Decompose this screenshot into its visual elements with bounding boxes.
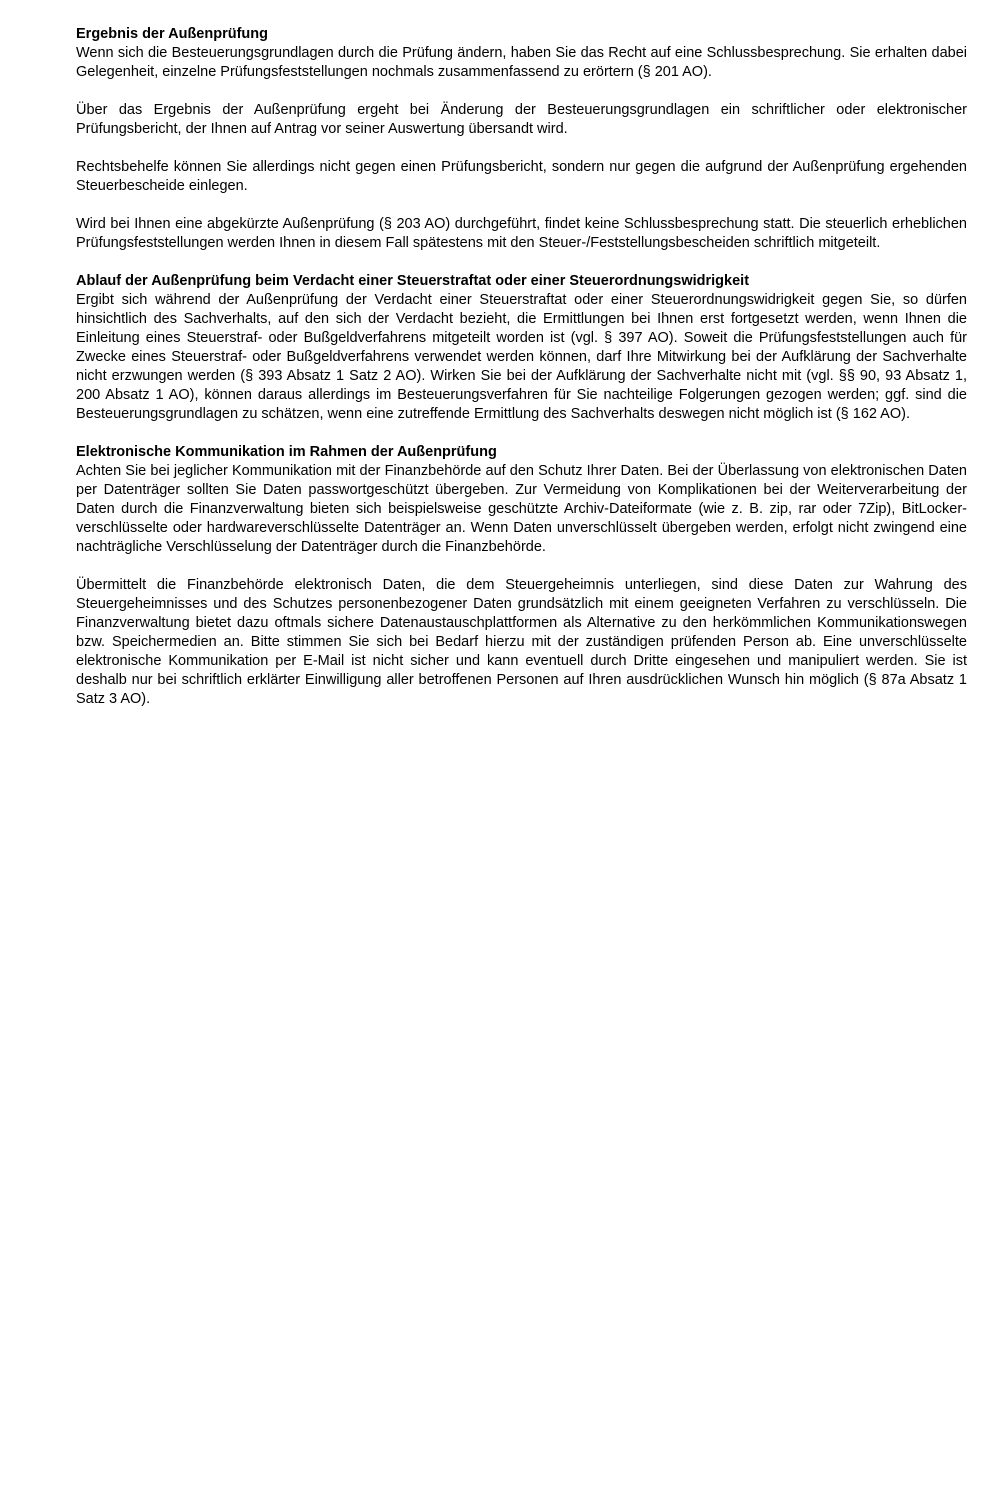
paragraph: Rechtsbehelfe können Sie allerdings nicht gegen einen Prüfungsbericht, sondern nur gegen die aufgrund der Außenprüfung ergehenden Steuerbescheide einlegen. (76, 159, 967, 194)
paragraph-gap (76, 139, 967, 158)
document-page (76, 25, 967, 709)
section-heading: Ablauf der Außenprüfung beim Verdacht einer Steuerstraftat oder einer Steuerordnungswidrigkeit (76, 273, 750, 289)
paragraph: Wird bei Ihnen eine abgekürzte Außenprüfung (§ 203 AO) durchgeführt, findet keine Schlussbesprechung statt. Die steuerlich erheblichen Prüfungsfeststellungen werden Ihnen in diesem Fall spätestens mit den Steuer-/Feststellungsbescheiden schriftlich mitgeteilt. (76, 216, 967, 251)
paragraph-gap (76, 82, 967, 101)
paragraph-gap (76, 196, 967, 215)
section-heading: Ergebnis der Außenprüfung (76, 26, 268, 42)
paragraph: Ergibt sich während der Außenprüfung der Verdacht einer Steuerstraftat oder einer Steuerordnungswidrigkeit gegen Sie, so dürfen hinsichtlich des Sachverhalts, auf den sich der Verdacht bezieht, die Ermittlungen bei Ihnen erst fortgesetzt werden, wenn Ihnen die Einleitung eines Steuerstraf- oder Bußgeldverfahrens mitgeteilt worden ist (vgl. § 397 AO). Soweit die Prüfungsfeststellungen auch für Zwecke eines Steuerstraf- oder Bußgeldverfahrens verwendet werden können, darf Ihre Mitwirkung bei der Aufklärung der Sachverhalte nicht erzwungen werden (§ 393 Absatz 1 Satz 2 AO). Wirken Sie bei der Aufklärung der Sachverhalte nicht mit (vgl. §§ 90, 93 Absatz 1, 200 Absatz 1 AO), können daraus allerdings im Besteuerungsverfahren für Sie nachteilige Folgerungen gezogen werden; ggf. sind die Besteuerungsgrundlagen zu schätzen, wenn eine zutreffende Ermittlung des Sachverhalts deswegen nicht möglich ist (§ 162 AO). (76, 292, 967, 422)
paragraph: Achten Sie bei jeglicher Kommunikation mit der Finanzbehörde auf den Schutz Ihrer Daten. Bei der Überlassung von elektronischen Daten per Datenträger sollten Sie Daten passwortgeschützt übergeben. Zur Vermeidung von Komplikationen bei der Weiterverarbeitung der Daten durch die Finanzverwaltung bieten sich beispielsweise geschützte Archiv-Dateiformate (wie z. B. zip, rar oder 7Zip), BitLocker-verschlüsselte oder hardwareverschlüsselte Datenträger an. Wenn Daten unverschlüsselt übergeben werden, erfolgt nicht zwingend eine nachträgliche Verschlüsselung der Datenträger durch die Finanzbehörde. (76, 463, 967, 555)
paragraph: Wenn sich die Besteuerungsgrundlagen durch die Prüfung ändern, haben Sie das Recht auf eine Schlussbesprechung. Sie erhalten dabei Gelegenheit, einzelne Prüfungsfeststellungen nochmals zusammenfassend zu erörtern (§ 201 AO). (76, 45, 967, 80)
section-elektronische-kommunikation (76, 443, 967, 709)
section-gap (76, 424, 967, 443)
section-heading: Elektronische Kommunikation im Rahmen der Außenprüfung (76, 444, 497, 460)
paragraph: Über das Ergebnis der Außenprüfung ergeht bei Änderung der Besteuerungsgrundlagen ein schriftlicher oder elektronischer Prüfungsbericht, der Ihnen auf Antrag vor seiner Auswertung übersandt wird. (76, 102, 967, 137)
section-gap (76, 253, 967, 272)
section-ergebnis (76, 25, 967, 253)
section-ablauf-verdacht (76, 272, 967, 424)
paragraph-gap (76, 557, 967, 576)
paragraph: Übermittelt die Finanzbehörde elektronisch Daten, die dem Steuergeheimnis unterliegen, sind diese Daten zur Wahrung des Steuergeheimnisses und des Schutzes personenbezogener Daten grundsätzlich mit einem geeigneten Verfahren zu verschlüsseln. Die Finanzverwaltung bietet dazu oftmals sichere Datenaustauschplattformen als Alternative zu den herkömmlichen Kommunikationswegen bzw. Speichermedien an. Bitte stimmen Sie sich bei Bedarf hierzu mit der zuständigen prüfenden Person ab. Eine unverschlüsselte elektronische Kommunikation per E-Mail ist nicht sicher und kann eventuell durch Dritte eingesehen und manipuliert werden. Sie ist deshalb nur bei schriftlich erklärter Einwilligung aller betroffenen Personen auf Ihren ausdrücklichen Wunsch hin möglich (§ 87a Absatz 1 Satz 3 AO). (76, 577, 967, 707)
